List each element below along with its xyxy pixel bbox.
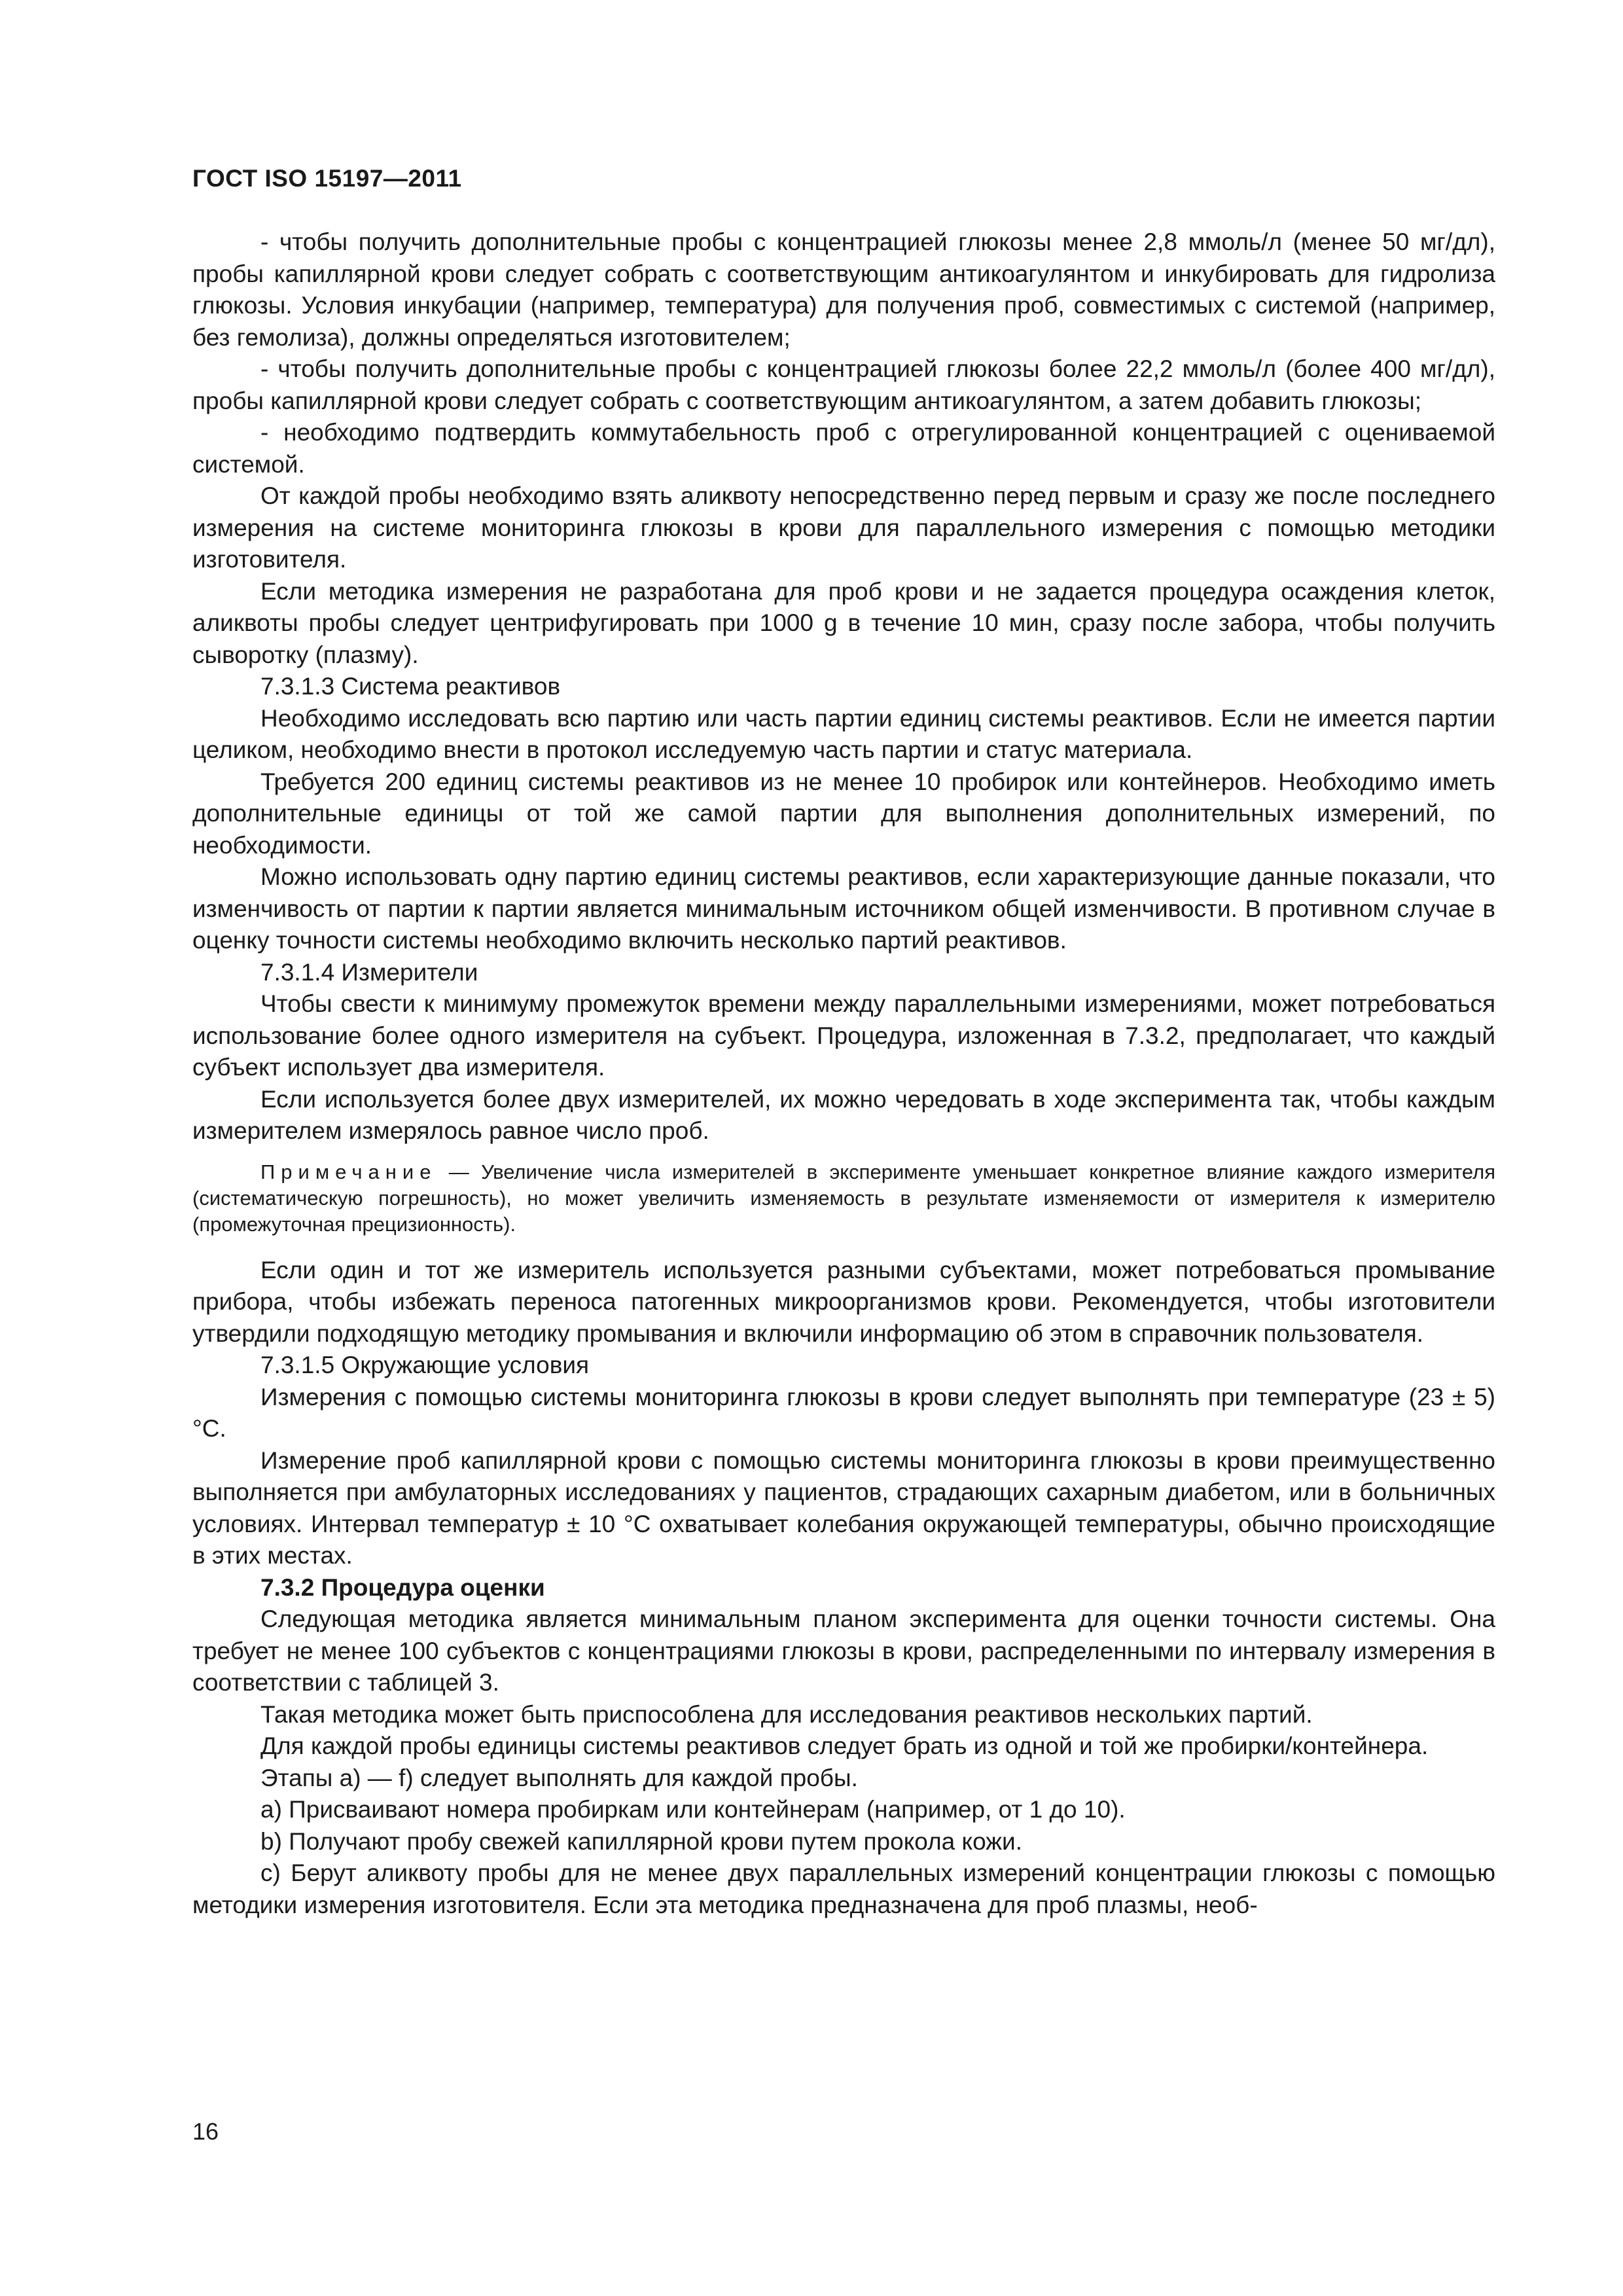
page-number: 16	[192, 2118, 219, 2145]
paragraph: - чтобы получить дополнительные пробы с концентрацией глюкозы менее 2,8 ммоль/л (менее 50 мг/дл), пробы капиллярной крови следует собрать с соответствующим антикоагулянтом и инкубировать для гидролиза глюкозы. Условия инкубации (например, температура) для получения проб, совместимых с системой (например, без гемолиза), должны определяться изготовителем;	[192, 228, 1495, 351]
list-item: a) Присваивают номера пробиркам или контейнерам (например, от 1 до 10).	[260, 1796, 1126, 1823]
paragraph: Если методика измерения не разработана для проб крови и не задается процедура осаждения клеток, аликвоты пробы следует центрифугировать при 1000 g в течение 10 мин, сразу после забора, чтобы получить сыворотку (плазму).	[192, 577, 1495, 668]
paragraph: Чтобы свести к минимуму промежуток времени между параллельными измерениями, может потребоваться использование более одного измерителя на субъект. Процедура, изложенная в 7.3.2, предполагает, что каждый субъект использует два измерителя.	[192, 990, 1495, 1081]
note-text: — Увеличение числа измерителей в эксперименте уменьшает конкретное влияние каждого измерителя (систематическую погрешность), но может увеличить изменяемость в результате изменяемости от измерителя к измерителю (промежуточная прецизионность).	[192, 1160, 1495, 1236]
paragraph: Следующая методика является минимальным планом эксперимента для оценки точности системы. Она требует не менее 100 субъектов с концентрациями глюкозы в крови, распределенными по интервалу измерения в соответствии с таблицей 3.	[192, 1605, 1495, 1696]
section-heading-7-3-2: 7.3.2 Процедура оценки	[260, 1573, 545, 1601]
clause-heading-7-3-1-4: 7.3.1.4 Измерители	[260, 958, 478, 986]
paragraph: Измерения с помощью системы мониторинга глюкозы в крови следует выполнять при температуре (23 ± 5) °C.	[192, 1383, 1495, 1442]
paragraph: Для каждой пробы единицы системы реактивов следует брать из одной и той же пробирки/контейнера.	[260, 1732, 1429, 1759]
list-item: c) Берут аликвоту пробы для не менее двух параллельных измерений концентрации глюкозы с помощью методики измерения изготовителя. Если эта методика предназначена для проб плазмы, необ-	[192, 1859, 1495, 1918]
clause-heading-7-3-1-3: 7.3.1.3 Система реактивов	[260, 673, 561, 700]
paragraph: Можно использовать одну партию единиц системы реактивов, если характеризующие данные показали, что изменчивость от партии к партии является минимальным источником общей изменчивости. В противном случае в оценку точности системы необходимо включить несколько партий реактивов.	[192, 863, 1495, 954]
paragraph: От каждой пробы необходимо взять аликвоту непосредственно перед первым и сразу же после последнего измерения на системе мониторинга глюкозы в крови для параллельного измерения с помощью методики изготовителя.	[192, 482, 1495, 573]
paragraph: Требуется 200 единиц системы реактивов из не менее 10 пробирок или контейнеров. Необходимо иметь дополнительные единицы от той же самой партии для выполнения дополнительных измерений, по необходимости.	[192, 768, 1495, 859]
note-label: Примечание	[260, 1160, 437, 1183]
paragraph: Этапы a) — f) следует выполнять для каждой пробы.	[260, 1764, 858, 1791]
document-header: ГОСТ ISO 15197—2011	[192, 165, 462, 192]
clause-heading-7-3-1-5: 7.3.1.5 Окружающие условия	[260, 1352, 590, 1378]
paragraph: - чтобы получить дополнительные пробы с концентрацией глюкозы более 22,2 ммоль/л (более 400 мг/дл), пробы капиллярной крови следует собрать с соответствующим антикоагулянтом, а затем добавить глюкозы;	[192, 355, 1495, 414]
note	[192, 1159, 1495, 1238]
paragraph: Измерение проб капиллярной крови с помощью системы мониторинга глюкозы в крови преимущественно выполняется при амбулаторных исследованиях у пациентов, страдающих сахарным диабетом, или в больничных условиях. Интервал температур ± 10 °C охватывает колебания окружающей температуры, обычно происходящие в этих местах.	[192, 1446, 1495, 1569]
paragraph: Такая методика может быть приспособлена для исследования реактивов нескольких партий.	[260, 1700, 1313, 1728]
list-item: b) Получают пробу свежей капиллярной крови путем прокола кожи.	[260, 1827, 1022, 1855]
paragraph: Если используется более двух измерителей, их можно чередовать в ходе эксперимента так, чтобы каждым измерителем измерялось равное число проб.	[192, 1085, 1495, 1144]
paragraph: Необходимо исследовать всю партию или часть партии единиц системы реактивов. Если не имеется партии целиком, необходимо внести в протокол исследуемую часть партии и статус материала.	[192, 704, 1495, 763]
paragraph: Если один и тот же измеритель используется разными субъектами, может потребоваться промывание прибора, чтобы избежать переноса патогенных микроорганизмов крови. Рекомендуется, чтобы изготовители утвердили подходящую методику промывания и включили информацию об этом в справочник пользователя.	[192, 1256, 1495, 1347]
paragraph: - необходимо подтвердить коммутабельность проб с отрегулированной концентрацией с оцениваемой системой.	[192, 419, 1495, 478]
page-body	[192, 226, 1495, 1921]
